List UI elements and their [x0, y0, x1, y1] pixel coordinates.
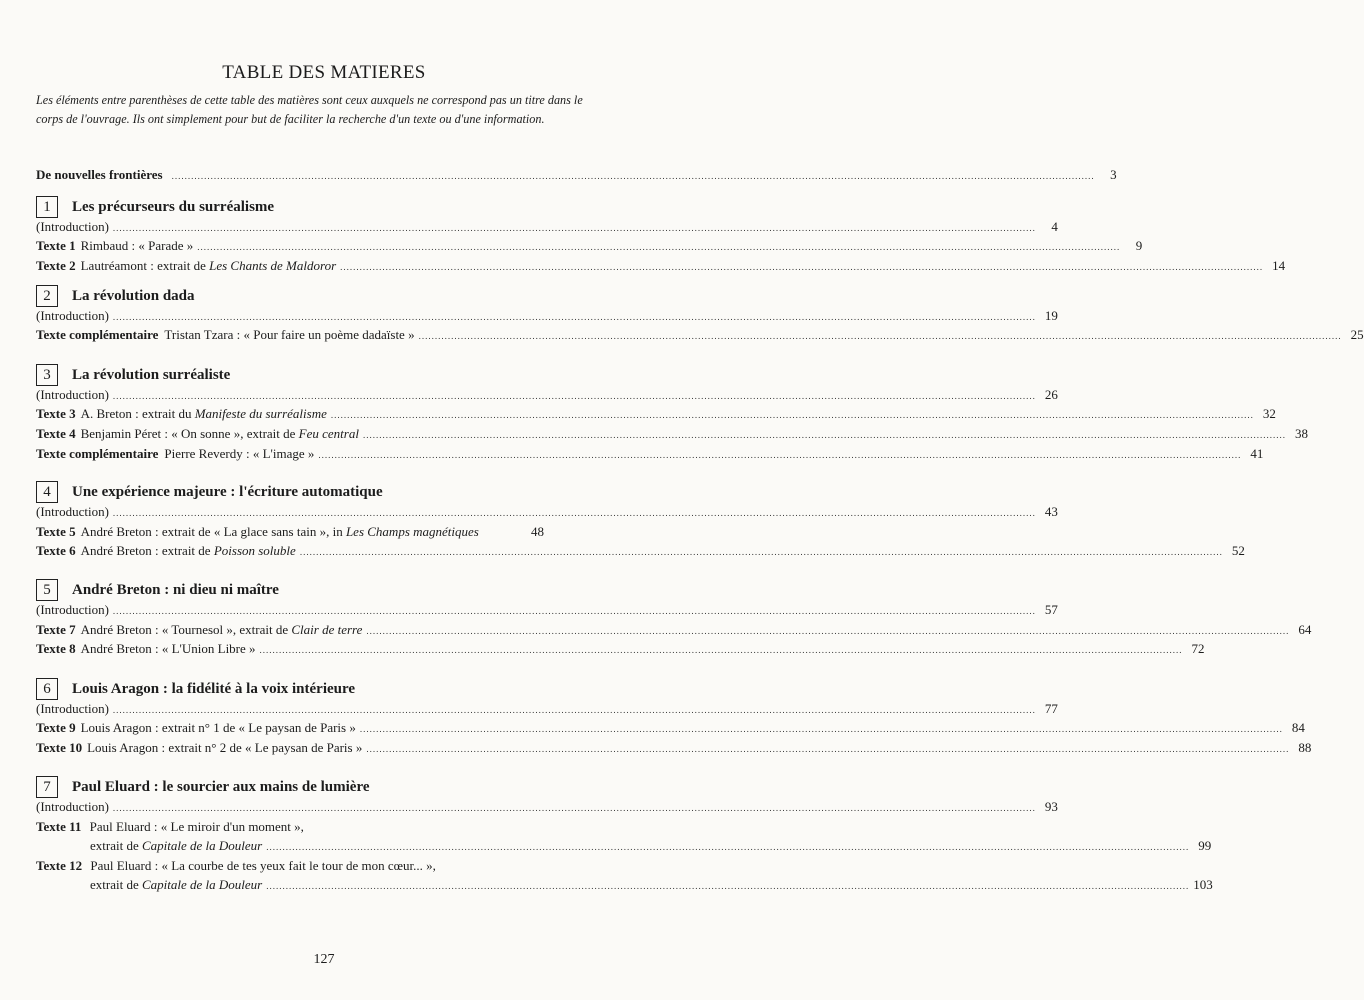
entry-text: Paul Eluard : « Le miroir d'un moment »,: [89, 819, 304, 834]
toc-entry: [36, 542, 1245, 561]
entry-page: 14: [1272, 258, 1286, 273]
toc-entry: [36, 405, 1276, 424]
entry-text: Pierre Reverdy : « L'image »: [164, 446, 315, 461]
entry-text: Rimbaud : « Parade »: [80, 238, 194, 253]
leader-dots: [172, 167, 1095, 185]
entry-page: 25: [1350, 327, 1364, 342]
section-number: 6: [36, 678, 58, 700]
toc-entry-intro: [36, 307, 1058, 326]
toc-entry: [36, 523, 544, 541]
toc-entry-line: [36, 857, 596, 875]
leader-dots: [113, 504, 1036, 522]
entry-page: 3: [1110, 167, 1117, 182]
leader-dots: [113, 387, 1036, 405]
toc-entry-intro: [36, 218, 1058, 237]
section-title: Louis Aragon : la fidélité à la voix intérieure: [72, 681, 356, 697]
leader-dots: [366, 622, 1289, 640]
entry-page: 88: [1298, 740, 1312, 755]
leader-dots: [260, 641, 1183, 659]
toc-entry-intro: [36, 503, 1058, 522]
entry-title: (Introduction): [36, 602, 109, 617]
entry-page: 41: [1250, 446, 1264, 461]
entry-title: (Introduction): [36, 504, 109, 519]
entry-page: 72: [1191, 641, 1205, 656]
section-number: 5: [36, 579, 58, 601]
leader-dots: [113, 219, 1036, 237]
section-title: Paul Eluard : le sourcier aux mains de lumière: [72, 779, 370, 795]
leader-dots: [113, 602, 1036, 620]
entry-page: 99: [1198, 838, 1212, 853]
entry-text: Louis Aragon : extrait n° 1 de « Le paysan de Paris »: [80, 720, 356, 735]
entry-text: extrait de Capitale de la Douleur: [90, 838, 263, 853]
entry-title: (Introduction): [36, 308, 109, 323]
entry-label: Texte 3: [36, 406, 76, 421]
section-number: 1: [36, 196, 58, 218]
entry-page: 43: [1044, 504, 1058, 519]
toc-entry-line: [36, 818, 596, 836]
entry-label: Texte 8: [36, 641, 76, 656]
toc-entry-opening: [36, 166, 1117, 185]
leader-dots: [363, 426, 1286, 444]
leader-dots: [113, 701, 1036, 719]
entry-text: Louis Aragon : extrait n° 2 de « Le paysan de Paris »: [87, 740, 363, 755]
section-title: André Breton : ni dieu ni maître: [72, 582, 279, 598]
entry-page: 52: [1231, 543, 1245, 558]
entry-label: Texte 9: [36, 720, 76, 735]
intro-note: Les éléments entre parenthèses de cette table des matières sont ceux auxquels ne correspond pas un titre dans le corps de l'ouvrage. Ils ont simplement pour but de faciliter la recherche d'un texte ou d'une information.: [36, 93, 583, 126]
leader-dots: [366, 740, 1289, 758]
section-heading-3: [36, 364, 596, 386]
section-title: Une expérience majeure : l'écriture automatique: [72, 484, 383, 500]
leader-dots: [360, 720, 1283, 738]
section-heading-5: [36, 579, 596, 601]
toc-entry: [36, 326, 1364, 345]
toc-entry: [36, 425, 1308, 444]
section-title: La révolution surréaliste: [72, 367, 231, 383]
section-number: 4: [36, 481, 58, 503]
toc-entry: [36, 837, 1212, 856]
entry-page: 103: [1193, 877, 1213, 892]
entry-page: 9: [1135, 238, 1143, 253]
page-number: 127: [313, 952, 335, 967]
entry-label: Texte 4: [36, 426, 76, 441]
section-number: 7: [36, 776, 58, 798]
entry-text: Lautréamont : extrait de Les Chants de Maldoror: [80, 258, 337, 273]
leader-dots: [419, 327, 1342, 345]
section-number: 3: [36, 364, 58, 386]
leader-dots: [266, 877, 1189, 895]
entry-title: (Introduction): [36, 799, 109, 814]
entry-title: (Introduction): [36, 387, 109, 402]
entry-text: André Breton : « L'Union Libre »: [80, 641, 256, 656]
entry-label: Texte complémentaire: [36, 446, 159, 461]
entry-text: Tristan Tzara : « Pour faire un poème dadaïste »: [164, 327, 415, 342]
entry-title: (Introduction): [36, 701, 109, 716]
entry-page: 19: [1044, 308, 1058, 323]
section-title: Les précurseurs du surréalisme: [72, 199, 275, 215]
toc-entry-intro: [36, 386, 1058, 405]
entry-page: 64: [1298, 622, 1312, 637]
entry-text: André Breton : extrait de Poisson soluble: [80, 543, 296, 558]
entry-page: 26: [1044, 387, 1058, 402]
toc-entry: [36, 739, 1312, 758]
section-heading-4: [36, 481, 596, 503]
section-number: 2: [36, 285, 58, 307]
entry-label: Texte 5: [36, 524, 76, 539]
section-title: La révolution dada: [72, 288, 195, 304]
leader-dots: [266, 838, 1189, 856]
leader-dots: [197, 238, 1120, 256]
toc-entry: [36, 621, 1312, 640]
entry-label: Texte 6: [36, 543, 76, 558]
toc-entry: [36, 237, 1143, 256]
leader-dots: [113, 799, 1036, 817]
entry-page: 48: [531, 524, 544, 539]
page-title: TABLE DES MATIERES: [222, 62, 426, 83]
entry-text: extrait de Capitale de la Douleur: [90, 877, 263, 892]
section-heading-7: [36, 776, 596, 798]
toc-entry: [36, 719, 1305, 738]
entry-page: 38: [1294, 426, 1308, 441]
section-heading-6: [36, 678, 596, 700]
leader-dots: [340, 258, 1263, 276]
entry-text: André Breton : « Tournesol », extrait de Clair de terre: [80, 622, 363, 637]
entry-title: (Introduction): [36, 219, 109, 234]
entry-page: 93: [1044, 799, 1058, 814]
toc-entry: [36, 445, 1264, 464]
leader-dots: [331, 406, 1254, 424]
entry-title: De nouvelles frontières: [36, 167, 163, 182]
entry-label: Texte complémentaire: [36, 327, 159, 342]
entry-page: 4: [1051, 219, 1058, 234]
leader-dots: [318, 446, 1241, 464]
entry-page: 57: [1044, 602, 1058, 617]
toc-entry: [36, 876, 1213, 895]
toc-entry-intro: [36, 700, 1058, 719]
entry-text: Benjamin Péret : « On sonne », extrait de Feu central: [80, 426, 359, 441]
entry-text: André Breton : extrait de « La glace sans tain », in Les Champs magnétiques: [80, 524, 479, 539]
entry-page: 32: [1262, 406, 1276, 421]
entry-text: Paul Eluard : « La courbe de tes yeux fait le tour de mon cœur... »,: [90, 858, 436, 873]
entry-label: Texte 2: [36, 258, 76, 273]
entry-page: 77: [1044, 701, 1058, 716]
entry-page: 84: [1291, 720, 1305, 735]
entry-label: Texte 1: [36, 238, 76, 253]
section-heading-1: [36, 196, 596, 218]
section-heading-2: [36, 285, 596, 307]
entry-label: Texte 11: [36, 819, 82, 834]
entry-label: Texte 7: [36, 622, 76, 637]
leader-dots: [300, 543, 1223, 561]
entry-label: Texte 10: [36, 740, 83, 755]
entry-label: Texte 12: [36, 858, 83, 873]
toc-entry-intro: [36, 601, 1058, 620]
entry-text: A. Breton : extrait du Manifeste du surréalisme: [80, 406, 327, 421]
toc-entry: [36, 257, 1286, 276]
toc-entry-intro: [36, 798, 1058, 817]
toc-entry: [36, 640, 1205, 659]
leader-dots: [113, 308, 1036, 326]
